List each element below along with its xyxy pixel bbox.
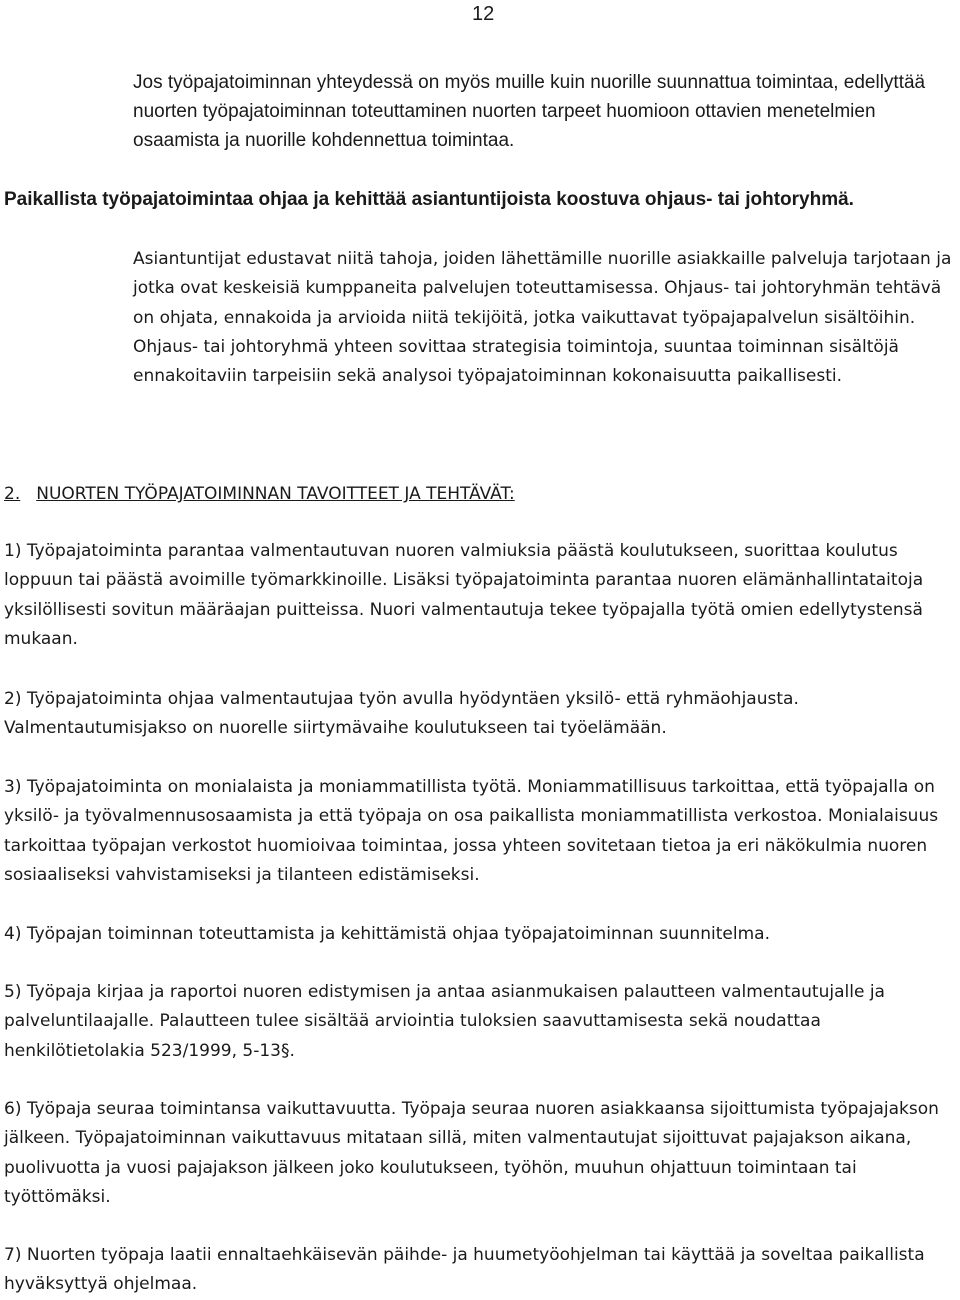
page-number: 12 bbox=[472, 3, 495, 25]
goal-item-7: 7) Nuorten työpaja laatii ennaltaehkäisevän päihde- ja huumetyöohjelman tai käyttää ja soveltaa paikallista hyväksyttyä ohjelmaa. bbox=[4, 1245, 925, 1295]
section-title bbox=[4, 480, 515, 509]
goal-item-5: 5) Työpaja kirjaa ja raportoi nuoren edistymisen ja antaa asianmukaisen palautteen valmentautujalle ja palveluntilaajalle. Palautteen tulee sisältää arviointia tuloksien saavuttamisesta sekä noudattaa henkilötietolakia 523/1999, 5-13§. bbox=[4, 982, 885, 1061]
goal-item-2: 2) Työpajatoiminta ohjaa valmentautujaa työn avulla hyödyntäen yksilö- että ryhmäohjausta. Valmentautumisjakso on nuorelle siirtymävaihe koulutukseen tai työelämään. bbox=[4, 689, 799, 739]
goal-item-4: 4) Työpajan toiminnan toteuttamista ja kehittämistä ohjaa työpajatoiminnan suunnitelma. bbox=[4, 924, 770, 944]
goal-item-6: 6) Työpaja seuraa toimintansa vaikuttavuutta. Työpaja seuraa nuoren asiakkaansa sijoittumista työpajajakson jälkeen. Työpajatoiminnan vaikuttavuus mitataan sillä, miten valmentautujat sijoittuvat pajajakson aikana, puolivuotta ja vuosi pajajakson jälkeen joko koulutukseen, työhön, muuhun ohjattuun toimintaan tai työttömäksi. bbox=[4, 1099, 939, 1207]
experts-paragraph: Asiantuntijat edustavat niitä tahoja, joiden lähettämille nuorille asiakkaille palveluja tarjotaan ja jotka ovat keskeisiä kumppaneita palvelujen toteuttamisessa. Ohjaus- tai johtoryhmän tehtävä on ohjata, ennakoida ja arvioida niitä tekijöitä, jotka vaikuttavat työpajapalvelun sisältöihin. Ohjaus- tai johtoryhmä yhteen sovittaa strategisia toimintoja, suuntaa toiminnan sisältöjä ennakoitaviin tarpeisiin sekä analysoi työpajatoiminnan kokonaisuutta paikallisesti. bbox=[133, 249, 952, 387]
steering-group-heading: Paikallista työpajatoimintaa ohjaa ja kehittää asiantuntijoista koostuva ohjaus- tai johtoryhmä. bbox=[4, 189, 854, 210]
goal-item-1: 1) Työpajatoiminta parantaa valmentautuvan nuoren valmiuksia päästä koulutukseen, suorittaa koulutus loppuun tai päästä avoimille työmarkkinoille. Lisäksi työpajatoiminta parantaa nuoren elämänhallintataitoja yksilöllisesti sovitun määräajan puitteissa. Nuori valmentautuja tekee työpajalla työtä omien edellytystensä mukaan. bbox=[4, 541, 924, 649]
section-title-text: NUORTEN TYÖPAJATOIMINNAN TAVOITTEET JA TEHTÄVÄT: bbox=[36, 484, 515, 504]
intro-paragraph: Jos työpajatoiminnan yhteydessä on myös muille kuin nuorille suunnattua toimintaa, edellyttää nuorten työpajatoiminnan toteuttaminen nuorten tarpeet huomioon ottavien menetelmien osaamista ja nuorille kohdennettua toimintaa. bbox=[133, 72, 926, 151]
goal-item-3: 3) Työpajatoiminta on monialaista ja moniammatillista työtä. Moniammatillisuus tarkoittaa, että työpajalla on yksilö- ja työvalmennusosaamista ja että työpaja on osa paikallista moniammatillista verkostoa. Monialaisuus tarkoittaa työpajan verkostot huomioivaa toimintaa, jossa yhteen sovitetaan tietoa ja eri näkökulmia nuoren sosiaaliseksi vahvistamiseksi ja tilanteen edistämiseksi. bbox=[4, 777, 939, 885]
section-number: 2. bbox=[4, 484, 21, 504]
